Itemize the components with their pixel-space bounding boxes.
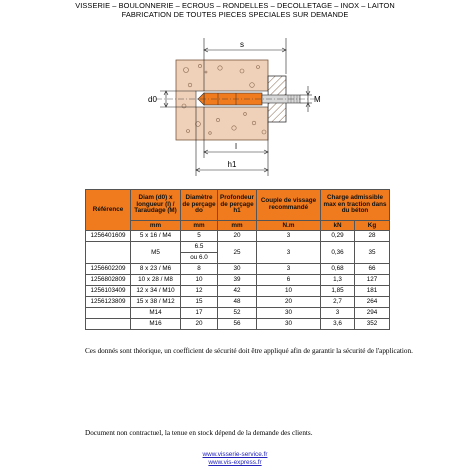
- cell-size: 15 x 38 / M12: [131, 297, 181, 308]
- table-row: [86, 286, 390, 297]
- cell-load-kn: 0,29: [321, 231, 355, 242]
- header-line-1: VISSERIE – BOULONNERIE – ECROUS – RONDELLES – DECOLLETAGE – INOX – LAITON: [75, 1, 395, 10]
- table-row: [86, 231, 390, 242]
- cell-load-kg: 264: [355, 297, 390, 308]
- dim-d0-label: d0: [148, 95, 157, 104]
- cell-reference: 1256602209: [86, 264, 131, 275]
- website-link-vis-express[interactable]: www.vis-express.fr: [208, 459, 262, 466]
- cell-drill-depth: 20: [218, 231, 257, 242]
- unit-cell: Kg: [355, 221, 390, 231]
- cell-drill-diameter: 5: [181, 231, 218, 242]
- anchor-technical-drawing: [130, 30, 340, 180]
- table-row: [86, 308, 390, 319]
- cell-load-kg: 127: [355, 275, 390, 286]
- cell-load-kn: 0,68: [321, 264, 355, 275]
- cell-drill-diameter: 10: [181, 275, 218, 286]
- website-link-visserie-service[interactable]: www.visserie-service.fr: [202, 451, 268, 458]
- header-torque: Couple de vissage recommandé: [257, 190, 321, 221]
- header-drill-diameter: Diamètre de perçage do: [181, 190, 218, 221]
- safety-note: Ces donnés sont théorique, un coefficient de sécurité doit être appliqué afin de garantir la sécurité de l'application.: [85, 347, 413, 355]
- cell-drill-diameter: 6.5: [181, 242, 218, 253]
- header-line-2: FABRICATION DE TOUTES PIECES SPECIALES SUR DEMANDE: [121, 10, 349, 19]
- dim-M-label: M: [314, 95, 321, 104]
- header-diameter-length: Diam (d0) x longueur (l) / Taraudage (M): [131, 190, 181, 221]
- table-row: [86, 264, 390, 275]
- cell-torque: 3: [257, 242, 321, 264]
- dim-s-label: s: [240, 40, 244, 49]
- cell-load-kg: 28: [355, 231, 390, 242]
- cell-load-kg: 66: [355, 264, 390, 275]
- cell-torque: 6: [257, 275, 321, 286]
- header-drill-depth: Profondeur de perçage h1: [218, 190, 257, 221]
- cell-reference: [86, 319, 131, 330]
- unit-cell: mm: [131, 221, 181, 231]
- cell-size: 12 x 34 / M10: [131, 286, 181, 297]
- cell-drill-depth: 56: [218, 319, 257, 330]
- cell-torque: 3: [257, 264, 321, 275]
- cell-load-kn: 1,85: [321, 286, 355, 297]
- cell-drill-depth: 42: [218, 286, 257, 297]
- cell-size: 5 x 16 / M4: [131, 231, 181, 242]
- cell-drill-depth: 48: [218, 297, 257, 308]
- cell-drill-depth: 39: [218, 275, 257, 286]
- cell-size: M5: [131, 242, 181, 264]
- cell-size: M16: [131, 319, 181, 330]
- cell-drill-depth: 52: [218, 308, 257, 319]
- dim-l-label: l: [235, 142, 237, 151]
- cell-load-kg: 35: [355, 242, 390, 264]
- cell-load-kn: 3: [321, 308, 355, 319]
- cell-torque: 3: [257, 231, 321, 242]
- cell-drill-depth: 30: [218, 264, 257, 275]
- cell-torque: 20: [257, 297, 321, 308]
- cell-load-kg: 294: [355, 308, 390, 319]
- cell-drill-diameter: 20: [181, 319, 218, 330]
- unit-cell: mm: [218, 221, 257, 231]
- cell-load-kn: 2,7: [321, 297, 355, 308]
- cell-load-kg: 352: [355, 319, 390, 330]
- cell-load-kn: 0,36: [321, 242, 355, 264]
- cell-drill-diameter: 12: [181, 286, 218, 297]
- table-row: [86, 275, 390, 286]
- cell-torque: 10: [257, 286, 321, 297]
- cell-load-kn: 3,6: [321, 319, 355, 330]
- cell-torque: 30: [257, 308, 321, 319]
- cell-reference: 1256401609: [86, 231, 131, 242]
- table-row: [86, 242, 390, 253]
- cell-drill-diameter: 17: [181, 308, 218, 319]
- disclaimer-note: Document non contractuel, la tenue en stock dépend de la demande des clients.: [85, 429, 313, 437]
- cell-size: 8 x 23 / M6: [131, 264, 181, 275]
- header-max-load: Charge admissible max en traction dans du béton: [321, 190, 390, 221]
- dim-h1-label: h1: [227, 160, 237, 169]
- cell-size: 10 x 28 / M8: [131, 275, 181, 286]
- unit-cell: kN: [321, 221, 355, 231]
- specification-table: [85, 189, 390, 330]
- cell-reference: 1256123809: [86, 297, 131, 308]
- cell-size: M14: [131, 308, 181, 319]
- cell-reference: 1256103409: [86, 286, 131, 297]
- table-row: [86, 319, 390, 330]
- unit-cell: N.m: [257, 221, 321, 231]
- cell-drill-diameter: 8: [181, 264, 218, 275]
- cell-load-kn: 1,3: [321, 275, 355, 286]
- cell-load-kg: 181: [355, 286, 390, 297]
- cell-reference: [86, 308, 131, 319]
- cell-torque: 30: [257, 319, 321, 330]
- cell-reference: 1256802809: [86, 275, 131, 286]
- header-reference: Référence: [86, 190, 131, 231]
- table-row: [86, 297, 390, 308]
- cell-drill-depth: 25: [218, 242, 257, 264]
- cell-drill-diameter: ou 6.0: [181, 253, 218, 264]
- cell-reference: [86, 242, 131, 264]
- cell-drill-diameter: 15: [181, 297, 218, 308]
- unit-cell: mm: [181, 221, 218, 231]
